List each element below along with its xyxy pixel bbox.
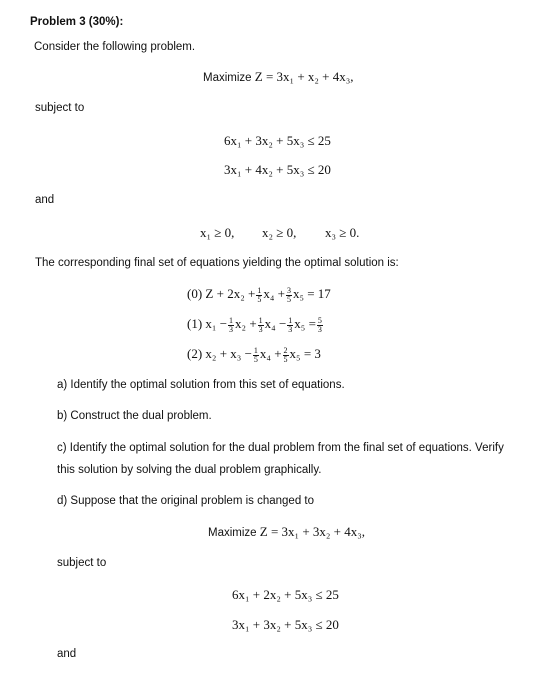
final-equations-intro: The corresponding final set of equations yielding the optimal solution is: <box>35 257 399 269</box>
question-b: b) Construct the dual problem. <box>57 410 212 422</box>
question-c-line2: this solution by solving the dual problem graphically. <box>57 464 322 476</box>
objective-1 <box>203 69 354 85</box>
equation-1 <box>187 316 324 334</box>
problem-heading: Problem 3 (30%): <box>30 16 124 28</box>
eq0-part: x₄ + <box>263 286 285 301</box>
eq2-frac-2: $\frac{2}{5}$ <box>283 345 288 364</box>
objective-1-expr: Z = 3x₁ + x₂ + 4x₃, <box>254 69 354 84</box>
eq2-frac-1: $\frac{1}{5}$ <box>253 345 258 364</box>
question-c-line1: c) Identify the optimal solution for the dual problem from the final set of equations. Verify <box>57 442 504 454</box>
eq1-part: x₅ = <box>294 316 316 331</box>
eq1-part: x₄ − <box>264 316 287 331</box>
objective-1-label: Maximize <box>203 72 252 84</box>
and-label: and <box>35 194 55 206</box>
intro-text: Consider the following problem. <box>34 41 196 53</box>
objective-2-label: Maximize <box>208 527 257 539</box>
constraint-2: 3x₁ + 4x₂ + 5x₃ ≤ 20 <box>224 162 331 177</box>
question-a: a) Identify the optimal solution from this set of equations. <box>57 379 345 391</box>
nonneg-1: x₁ ≥ 0, <box>200 225 235 240</box>
eq0-frac-2: $\frac{3}{5}$ <box>286 285 291 304</box>
eq1-frac-4: $\frac{5}{3}$ <box>317 315 322 334</box>
eq1-frac-1: $\frac{1}{3}$ <box>229 315 234 334</box>
eq0-part: Z + 2x₂ + <box>205 286 256 301</box>
objective-2-expr: Z = 3x₁ + 3x₂ + 4x₃, <box>259 524 366 539</box>
eq2-part: x₂ + x₃ − <box>205 346 252 361</box>
eq0-frac-1: $\frac{1}{5}$ <box>257 285 262 304</box>
eq1-frac-2: $\frac{1}{3}$ <box>258 315 263 334</box>
constraint-1: 6x₁ + 3x₂ + 5x₃ ≤ 25 <box>224 133 331 148</box>
and-label-2: and <box>57 648 77 660</box>
objective-2 <box>208 524 365 540</box>
subject-to-label-2: subject to <box>57 557 107 569</box>
equation-2 <box>187 346 321 364</box>
equation-2-tag: (2) <box>187 346 203 361</box>
question-d: d) Suppose that the original problem is changed to <box>57 495 314 507</box>
nonneg-3: x₃ ≥ 0. <box>325 225 360 240</box>
equation-1-tag: (1) <box>187 316 203 331</box>
eq1-part: x₂ + <box>235 316 257 331</box>
eq2-part: x₄ + <box>259 346 282 361</box>
eq1-frac-3: $\frac{1}{3}$ <box>288 315 293 334</box>
nonneg-2: x₂ ≥ 0, <box>262 225 297 240</box>
eq2-part: x₅ = 3 <box>289 346 321 361</box>
equation-0 <box>187 286 331 304</box>
equation-0-tag: (0) <box>187 286 203 301</box>
eq0-part: x₅ = 17 <box>292 286 331 301</box>
eq1-part: x₁ − <box>205 316 228 331</box>
constraint-3: 6x₁ + 2x₂ + 5x₃ ≤ 25 <box>232 587 339 602</box>
constraint-4: 3x₁ + 3x₂ + 5x₃ ≤ 20 <box>232 617 339 632</box>
subject-to-label: subject to <box>35 102 85 114</box>
